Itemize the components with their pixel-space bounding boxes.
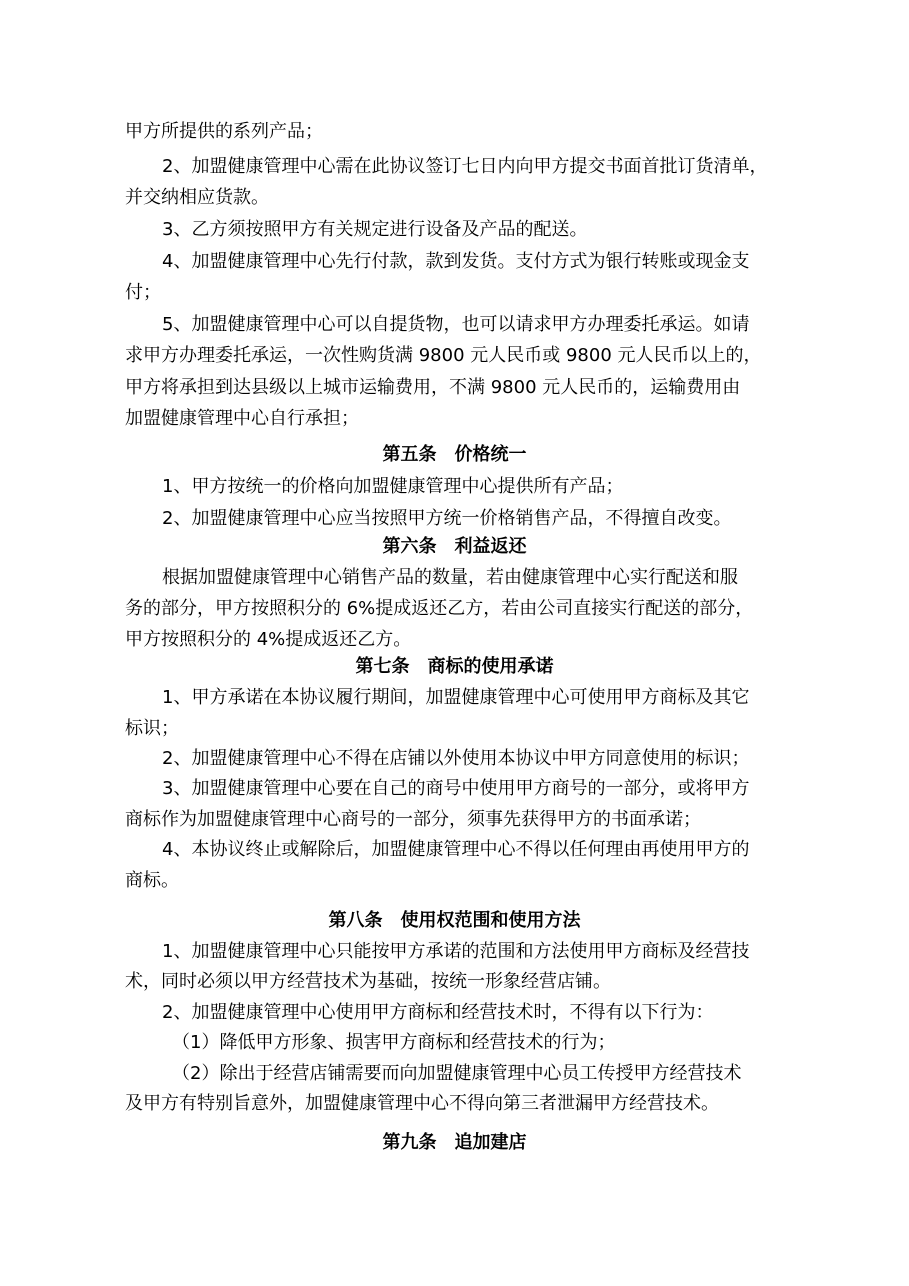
- paragraph-line: 标识；: [125, 718, 179, 739]
- paragraph-line: 5、加盟健康管理中心可以自提货物，也可以请求甲方办理委托承运。如请: [162, 314, 750, 335]
- paragraph-line: 甲方将承担到达县级以上城市运输费用，不满 9800 元人民币的，运输费用由: [125, 377, 741, 398]
- section-heading: 第六条 利益返还: [382, 536, 527, 557]
- paragraph-line: 4、本协议终止或解除后，加盟健康管理中心不得以任何理由再使用甲方的: [162, 839, 750, 860]
- paragraph-line: （2）除出于经营店铺需要而向加盟健康管理中心员工传授甲方经营技术: [172, 1063, 742, 1084]
- paragraph-line: 甲方按照积分的 4%提成返还乙方。: [125, 629, 412, 650]
- paragraph-line: 2、加盟健康管理中心需在此协议签订七日内向甲方提交书面首批订货清单，: [162, 156, 768, 177]
- paragraph-line: 付；: [125, 282, 161, 303]
- paragraph-line: 1、甲方承诺在本协议履行期间，加盟健康管理中心可使用甲方商标及其它: [162, 687, 750, 708]
- paragraph-line: 3、乙方须按照甲方有关规定进行设备及产品的配送。: [162, 219, 588, 240]
- paragraph-line: 4、加盟健康管理中心先行付款，款到发货。支付方式为银行转账或现金支: [162, 251, 750, 272]
- paragraph-line: 2、加盟健康管理中心不得在店铺以外使用本协议中甲方同意使用的标识；: [162, 748, 750, 769]
- section-heading: 第九条 追加建店: [382, 1132, 527, 1153]
- paragraph-line: 商标。: [125, 870, 179, 891]
- paragraph-line: 3、加盟健康管理中心要在自己的商号中使用甲方商号的一部分，或将甲方: [162, 778, 750, 799]
- paragraph-line: 及甲方有特别旨意外，加盟健康管理中心不得向第三者泄漏甲方经营技术。: [125, 1093, 719, 1114]
- paragraph-line: 商标作为加盟健康管理中心商号的一部分，须事先获得甲方的书面承诺；: [125, 809, 701, 830]
- paragraph-line: 2、加盟健康管理中心应当按照甲方统一价格销售产品，不得擅自改变。: [162, 508, 732, 529]
- section-heading: 第八条 使用权范围和使用方法: [328, 910, 581, 931]
- paragraph-line: 1、加盟健康管理中心只能按甲方承诺的范围和方法使用甲方商标及经营技: [162, 941, 750, 962]
- paragraph-line: 务的部分，甲方按照积分的 6%提成返还乙方，若由公司直接实行配送的部分，: [125, 598, 754, 619]
- paragraph-line: 甲方所提供的系列产品；: [125, 121, 323, 142]
- paragraph-line: 并交纳相应货款。: [125, 187, 269, 208]
- paragraph-line: 1、甲方按统一的价格向加盟健康管理中心提供所有产品；: [162, 476, 624, 497]
- paragraph-line: （1）降低甲方形象、损害甲方商标和经营技术的行为；: [172, 1032, 616, 1053]
- paragraph-line: 根据加盟健康管理中心销售产品的数量，若由健康管理中心实行配送和服: [162, 567, 738, 588]
- paragraph-line: 术，同时必须以甲方经营技术为基础，按统一形象经营店铺。: [125, 971, 611, 992]
- paragraph-line: 2、加盟健康管理中心使用甲方商标和经营技术时，不得有以下行为：: [162, 1002, 714, 1023]
- section-heading: 第五条 价格统一: [382, 444, 527, 465]
- paragraph-line: 求甲方办理委托承运，一次性购货满 9800 元人民币或 9800 元人民币以上的，: [125, 345, 762, 366]
- section-heading: 第七条 商标的使用承诺: [355, 656, 554, 677]
- paragraph-line: 加盟健康管理中心自行承担；: [125, 408, 359, 429]
